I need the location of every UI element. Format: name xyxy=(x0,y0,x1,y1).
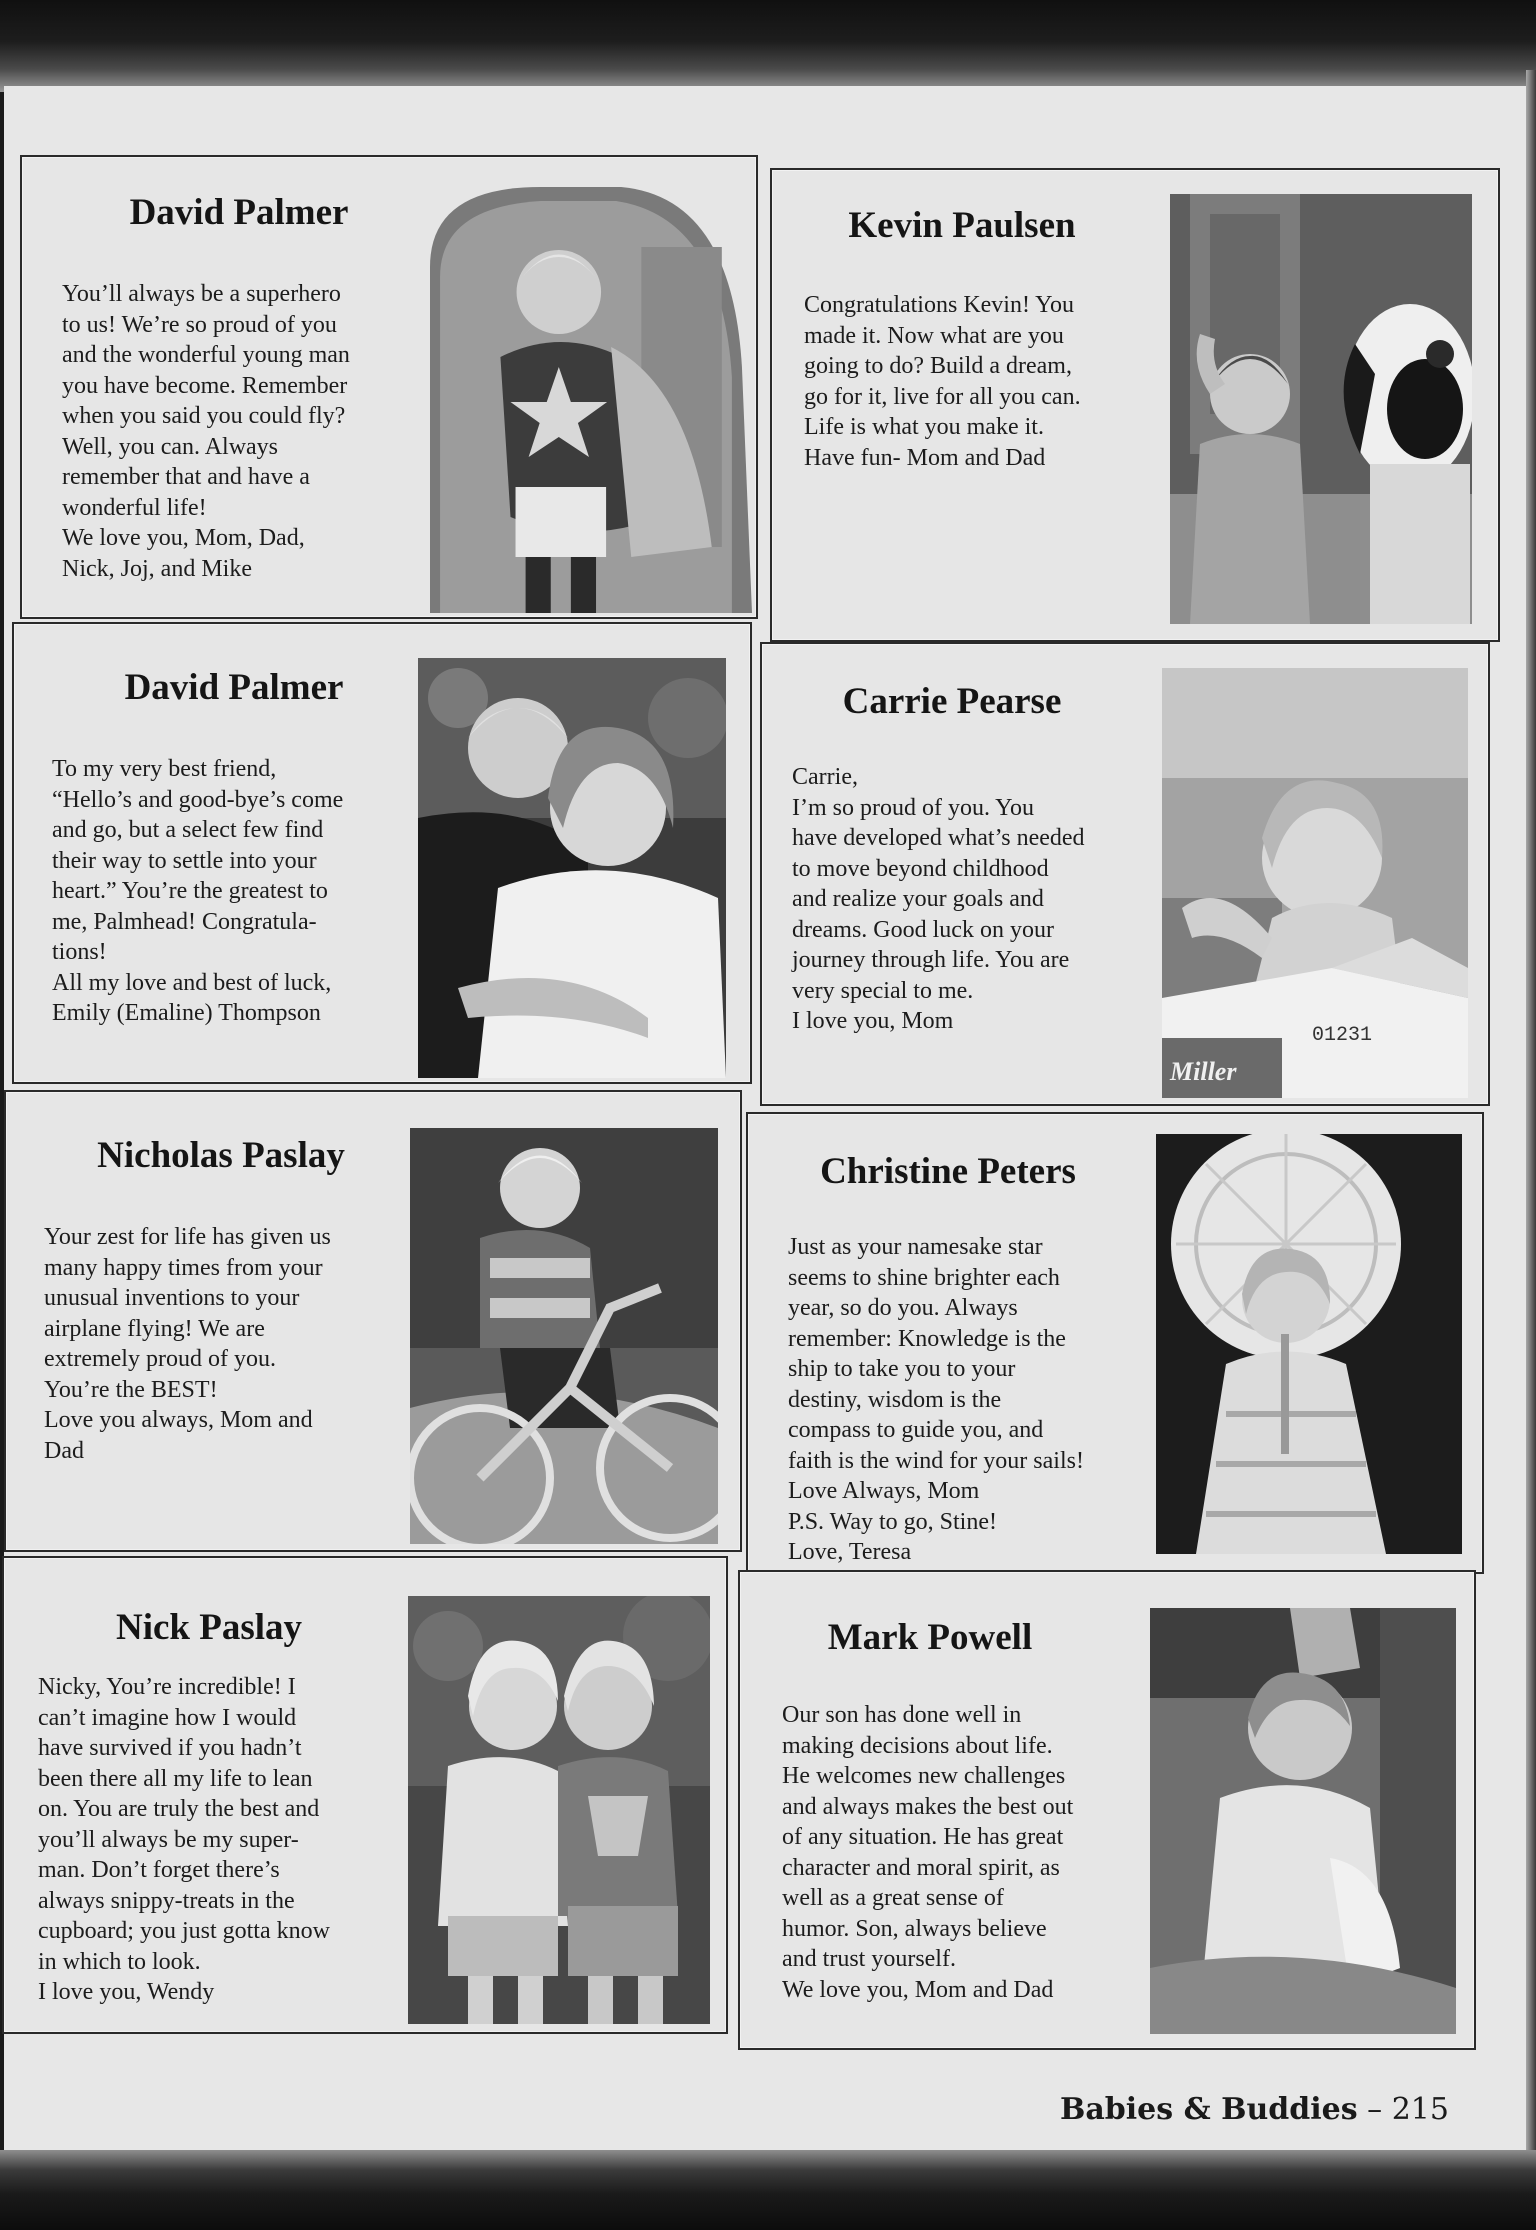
message-line: Carrie, xyxy=(792,764,858,790)
message-line: Congratulations Kevin! You xyxy=(804,292,1074,318)
message-line: have survived if you hadn’t xyxy=(38,1735,302,1761)
message-line: making decisions about life. xyxy=(782,1732,1053,1759)
child-superhero-cape-photo xyxy=(430,187,752,613)
page-number: 215 xyxy=(1391,2092,1449,2127)
message-line: faith is the wind for your sails! xyxy=(788,1447,1084,1474)
card-name: Kevin Paulsen xyxy=(848,205,1076,246)
two-children-hugging-photo xyxy=(408,1596,710,2024)
message-line: seems to shine brighter each xyxy=(788,1264,1060,1291)
message-line: their way to settle into your xyxy=(52,847,317,874)
message-line: when you said you could fly? xyxy=(62,403,346,429)
message-line: wonderful life! xyxy=(62,494,207,521)
message-line: man. Don’t forget there’s xyxy=(38,1857,280,1883)
card-message xyxy=(38,1672,330,2008)
tribute-card-carrie-pearse xyxy=(760,642,1490,1106)
message-line: remember: Knowledge is the xyxy=(788,1325,1066,1352)
message-line: Love, Teresa xyxy=(788,1539,912,1565)
tribute-card-nicholas-paslay xyxy=(4,1090,742,1552)
message-line: go for it, live for all you can. xyxy=(804,383,1081,410)
message-line: We love you, Mom and Dad xyxy=(782,1976,1054,2003)
message-line: can’t imagine how I would xyxy=(38,1704,297,1731)
card-message xyxy=(788,1232,1084,1568)
message-line: remember that and have a xyxy=(62,464,310,490)
card-name: Nick Paslay xyxy=(115,1607,303,1648)
message-line: Have fun- Mom and Dad xyxy=(804,444,1046,471)
message-line: destiny, wisdom is the xyxy=(788,1386,1002,1413)
card-message xyxy=(62,279,350,584)
message-line: compass to guide you, and xyxy=(788,1417,1044,1443)
message-line: me, Palmhead! Congratula- xyxy=(52,908,317,935)
message-line: and always makes the best out xyxy=(782,1793,1074,1820)
footer-separator: – xyxy=(1367,2092,1383,2127)
message-line: ship to take you to your xyxy=(788,1356,1016,1382)
message-line: going to do? Build a dream, xyxy=(804,353,1072,379)
message-line: to move beyond childhood xyxy=(792,855,1049,882)
message-line: Nicky, You’re incredible! I xyxy=(38,1674,296,1700)
message-line: I love you, Mom xyxy=(792,1008,954,1034)
message-line: Love Always, Mom xyxy=(788,1478,980,1504)
scan-edge-bottom xyxy=(0,2150,1536,2230)
message-line: and trust yourself. xyxy=(782,1946,956,1972)
message-line: All my love and best of luck, xyxy=(52,969,332,996)
message-line: dreams. Good luck on your xyxy=(792,916,1054,943)
message-line: You’ll always be a superhero xyxy=(62,281,341,307)
tribute-card-kevin-paulsen xyxy=(770,168,1500,642)
message-line: have developed what’s needed xyxy=(792,825,1085,851)
message-line: been there all my life to lean xyxy=(38,1765,313,1792)
message-line: heart.” You’re the greatest to xyxy=(52,878,328,904)
message-line: Our son has done well in xyxy=(782,1702,1022,1728)
message-line: you’ll always be my super- xyxy=(38,1826,299,1853)
message-line: on. You are truly the best and xyxy=(38,1796,320,1822)
card-name: Nicholas Paslay xyxy=(97,1135,345,1176)
message-line: We love you, Mom, Dad, xyxy=(62,525,305,551)
tribute-card-nick-paslay xyxy=(2,1556,728,2034)
tribute-card-mark-powell xyxy=(738,1570,1476,2050)
message-line: journey through life. You are xyxy=(792,947,1070,973)
scan-edge-top xyxy=(0,0,1536,92)
tribute-card-christine-peters xyxy=(746,1112,1484,1574)
message-line: He welcomes new challenges xyxy=(782,1763,1066,1789)
message-line: always snippy-treats in the xyxy=(38,1887,295,1914)
message-line: many happy times from your xyxy=(44,1254,323,1281)
page-footer xyxy=(1060,2092,1460,2127)
message-line: I’m so proud of you. You xyxy=(792,794,1035,821)
message-line: tions! xyxy=(52,939,107,965)
message-line: made it. Now what are you xyxy=(804,322,1064,349)
message-line: I love you, Wendy xyxy=(38,1979,215,2005)
message-line: extremely proud of you. xyxy=(44,1346,276,1372)
message-line: and go, but a select few find xyxy=(52,817,324,843)
girl-with-parasol-photo xyxy=(1156,1134,1462,1554)
message-line: of any situation. He has great xyxy=(782,1824,1064,1850)
page-spine-shadow xyxy=(1526,70,1536,2170)
baby-sitting-photo xyxy=(1150,1608,1456,2034)
message-line: you have become. Remember xyxy=(62,372,348,399)
card-message xyxy=(782,1700,1073,2005)
tribute-card-david-palmer-2 xyxy=(12,622,752,1084)
message-line: airplane flying! We are xyxy=(44,1315,265,1342)
message-line: in which to look. xyxy=(38,1948,201,1975)
card-name: David Palmer xyxy=(129,192,349,233)
child-on-bicycle-photo xyxy=(410,1128,718,1544)
miller-logo-text: Miller xyxy=(1170,1057,1237,1086)
message-line: Just as your namesake star xyxy=(788,1234,1043,1260)
card-name: Christine Peters xyxy=(820,1151,1076,1192)
message-line: and realize your goals and xyxy=(792,886,1044,912)
card-name: Carrie Pearse xyxy=(842,681,1062,722)
tribute-card-david-palmer-1 xyxy=(20,155,758,619)
card-message xyxy=(44,1222,331,1466)
card-name: David Palmer xyxy=(124,667,344,708)
card-message xyxy=(804,290,1081,473)
message-line: cupboard; you just gotta know xyxy=(38,1918,330,1944)
message-line: well as a great sense of xyxy=(782,1885,1004,1911)
message-line: P.S. Way to go, Stine! xyxy=(788,1508,997,1535)
message-line: unusual inventions to your xyxy=(44,1285,300,1311)
toddler-with-stuffed-dog-photo xyxy=(1170,194,1472,624)
message-line: and the wonderful young man xyxy=(62,342,350,368)
message-line: Dad xyxy=(44,1437,84,1464)
card-message xyxy=(52,754,343,1029)
message-line: You’re the BEST! xyxy=(44,1376,218,1403)
message-line: character and moral spirit, as xyxy=(782,1854,1060,1881)
message-line: humor. Son, always believe xyxy=(782,1915,1047,1942)
message-line: year, so do you. Always xyxy=(788,1295,1018,1321)
message-line: very special to me. xyxy=(792,977,974,1004)
message-line: Emily (Emaline) Thompson xyxy=(52,1000,321,1026)
message-line: Your zest for life has given us xyxy=(44,1224,331,1250)
message-line: Well, you can. Always xyxy=(62,433,279,460)
message-line: To my very best friend, xyxy=(52,756,277,782)
message-line: to us! We’re so proud of you xyxy=(62,311,337,338)
card-message xyxy=(792,762,1085,1037)
baby-in-box-photo xyxy=(1162,668,1468,1098)
message-line: Life is what you make it. xyxy=(804,414,1044,440)
message-line: Nick, Joj, and Mike xyxy=(62,555,252,582)
section-title: Babies & Buddies xyxy=(1060,2092,1358,2127)
message-line: “Hello’s and good-bye’s come xyxy=(52,786,344,813)
box-number-text: 01231 xyxy=(1312,1024,1373,1047)
card-name: Mark Powell xyxy=(827,1617,1033,1658)
message-line: Love you always, Mom and xyxy=(44,1407,313,1433)
couple-portrait-photo xyxy=(418,658,726,1078)
